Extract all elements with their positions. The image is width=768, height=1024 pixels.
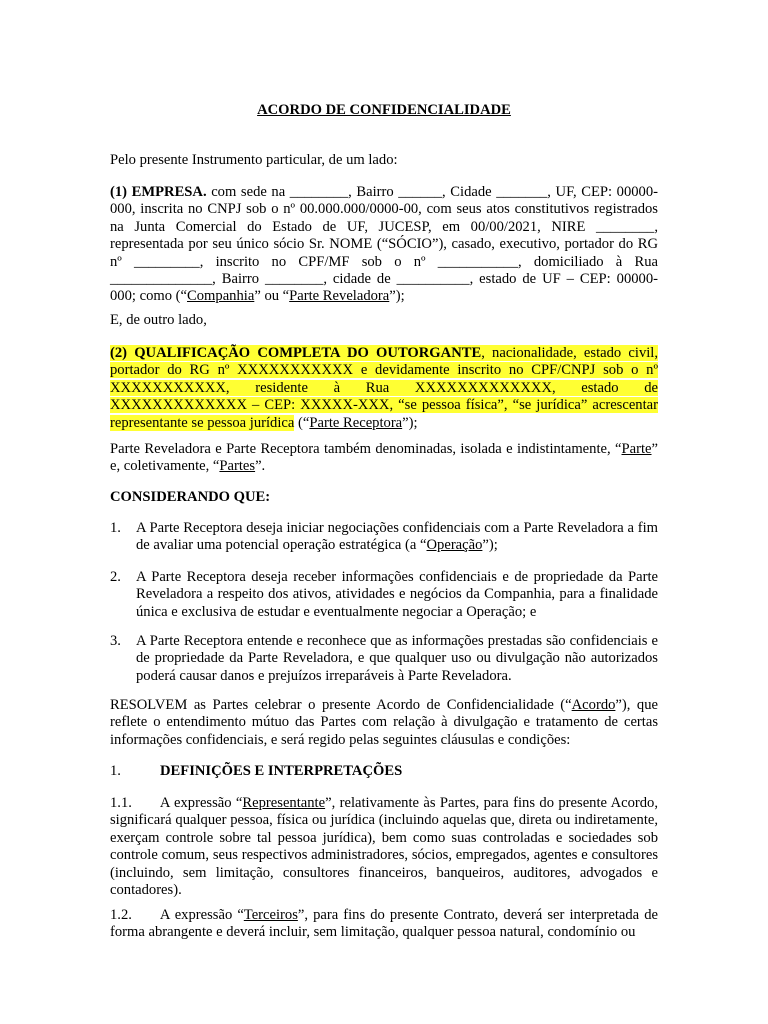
term-operacao: Operação [426, 537, 483, 554]
term-acordo: Acordo [571, 697, 616, 713]
other-side-paragraph: E, de outro lado, [110, 312, 207, 328]
clause-1-2-end: ”, para fins do presente Contrato, deverá ser interpretada de forma abrangente e deverá incluir, sem limitação, qualquer pessoa natural, condomínio ou [110, 907, 658, 941]
party-2-connector: (“ [294, 414, 310, 431]
considering-item-text: A Parte Receptora deseja iniciar negociações confidenciais com a Parte Reveladora a fim de avaliar uma potencial operação estratégica (a “ [136, 520, 658, 554]
party-1-end: ”); [389, 288, 405, 305]
considering-item-text: A Parte Receptora entende e reconhece que as informações prestadas são confidenciais e de propriedade da Parte Reveladora, e que qualquer uso ou divulgação não autorizados poderá causar danos e prejuízos irreparáveis à Parte Reveladora. [136, 633, 658, 684]
clause-1-1-paragraph [110, 795, 658, 899]
parties-def-connector: ” e, coletivamente, “ [110, 441, 658, 475]
considering-item-text: A Parte Receptora deseja receber informações confidenciais e de propriedade da Parte Reveladora a respeito dos ativos, atividades e negócios da Companhia, para a finalidade única e exclusiva de estudar e eventualmente negociar a Operação; e [136, 569, 658, 620]
considering-item-number: 1. [110, 520, 121, 536]
term-parte-receptora: Parte Receptora [309, 414, 403, 431]
document-title: ACORDO DE CONFIDENCIALIDADE [257, 102, 511, 118]
clause-1-1-text: A expressão “ [159, 795, 243, 811]
clause-1-2-text: A expressão “ [159, 907, 244, 923]
party-2-end: ”); [402, 414, 418, 431]
clause-1-title: DEFINIÇÕES E INTERPRETAÇÕES [160, 763, 403, 779]
resolve-end: ”), que reflete o entendimento mútuo das Partes com relação à divulgação e tratamento de certas informações confidenciais, e será regido pelas seguintes cláusulas e condições: [110, 697, 658, 748]
party-2-label: (2) QUALIFICAÇÃO COMPLETA DO OUTORGANTE [110, 345, 482, 361]
considering-item [110, 569, 658, 621]
party-1-paragraph [110, 184, 658, 306]
intro-paragraph: Pelo presente Instrumento particular, de um lado: [110, 152, 398, 168]
term-companhia: Companhia [187, 288, 255, 305]
parties-def-text: Parte Reveladora e Parte Receptora também denominadas, isolada e indistintamente, “ [110, 441, 622, 457]
considering-heading: CONSIDERANDO QUE: [110, 489, 271, 505]
party-2-text: , nacionalidade, estado civil, portador do RG nº XXXXXXXXXXX e devidamente inscrito no CPF/CNPJ sob o nº XXXXXXXXXXX, residente à Rua XXXXXXXXXXXXX, estado de XXXXXXXXXXXXX – CEP: XXXXX-XXX, “se pessoa física”, “se jurídica” acrescentar representante se pessoa jurídica [110, 345, 658, 431]
term-parte: Parte [621, 441, 652, 457]
term-parte-reveladora: Parte Reveladora [289, 288, 390, 305]
resolve-paragraph [110, 697, 658, 749]
party-1-label: (1) EMPRESA. [110, 184, 207, 200]
considering-item [110, 520, 658, 555]
considering-item-number: 3. [110, 633, 121, 649]
clause-1-1-number: 1.1. [110, 795, 132, 811]
term-terceiros: Terceiros [243, 907, 298, 923]
considering-item-end: ”); [482, 537, 498, 554]
clause-1-2-paragraph [110, 907, 658, 942]
clause-1-number: 1. [110, 763, 121, 779]
party-2-paragraph [110, 345, 658, 432]
resolve-text: RESOLVEM as Partes celebrar o presente Acordo de Confidencialidade (“ [110, 697, 572, 713]
party-1-connector: ” ou “ [254, 288, 290, 305]
term-partes: Partes [219, 458, 256, 475]
parties-def-end: ”. [255, 458, 266, 475]
clause-1-2-number: 1.2. [110, 907, 132, 923]
party-1-text: com sede na ________, Bairro ______, Cidade _______, UF, CEP: 00000-000, inscrita no CNPJ sob o nº 00.000.000/0000-00, com seus atos constitutivos registrados na Junta Comercial do Estado de UF, JUCESP, em 00/00/2021, NIRE ________, representada por seu único sócio Sr. NOME (“SÓCIO”), casado, executivo, portador do RG nº _________, inscrito no CPF/MF sob o nº ___________, domiciliado à Rua ______________, Bairro ________, cidade de __________, estado de UF – CEP: 00000-000; como (“ [110, 184, 658, 305]
parties-definition-paragraph [110, 441, 658, 476]
considering-item [110, 633, 658, 685]
term-representante: Representante [242, 795, 326, 811]
clause-1-1-end: ”, relativamente às Partes, para fins do presente Acordo, significará qualquer pessoa, física ou jurídica (incluindo aquelas que, direta ou indiretamente, exerçam controle sobre tal pessoa jurídica), bem como suas controladas e sociedades sob controle comum, seus respectivos administradores, sócios, empregados, agentes e consultores (incluindo, sem limitação, consultores financeiros, banqueiros, auditores, advogados e contadores). [110, 795, 658, 899]
considering-item-number: 2. [110, 569, 121, 585]
